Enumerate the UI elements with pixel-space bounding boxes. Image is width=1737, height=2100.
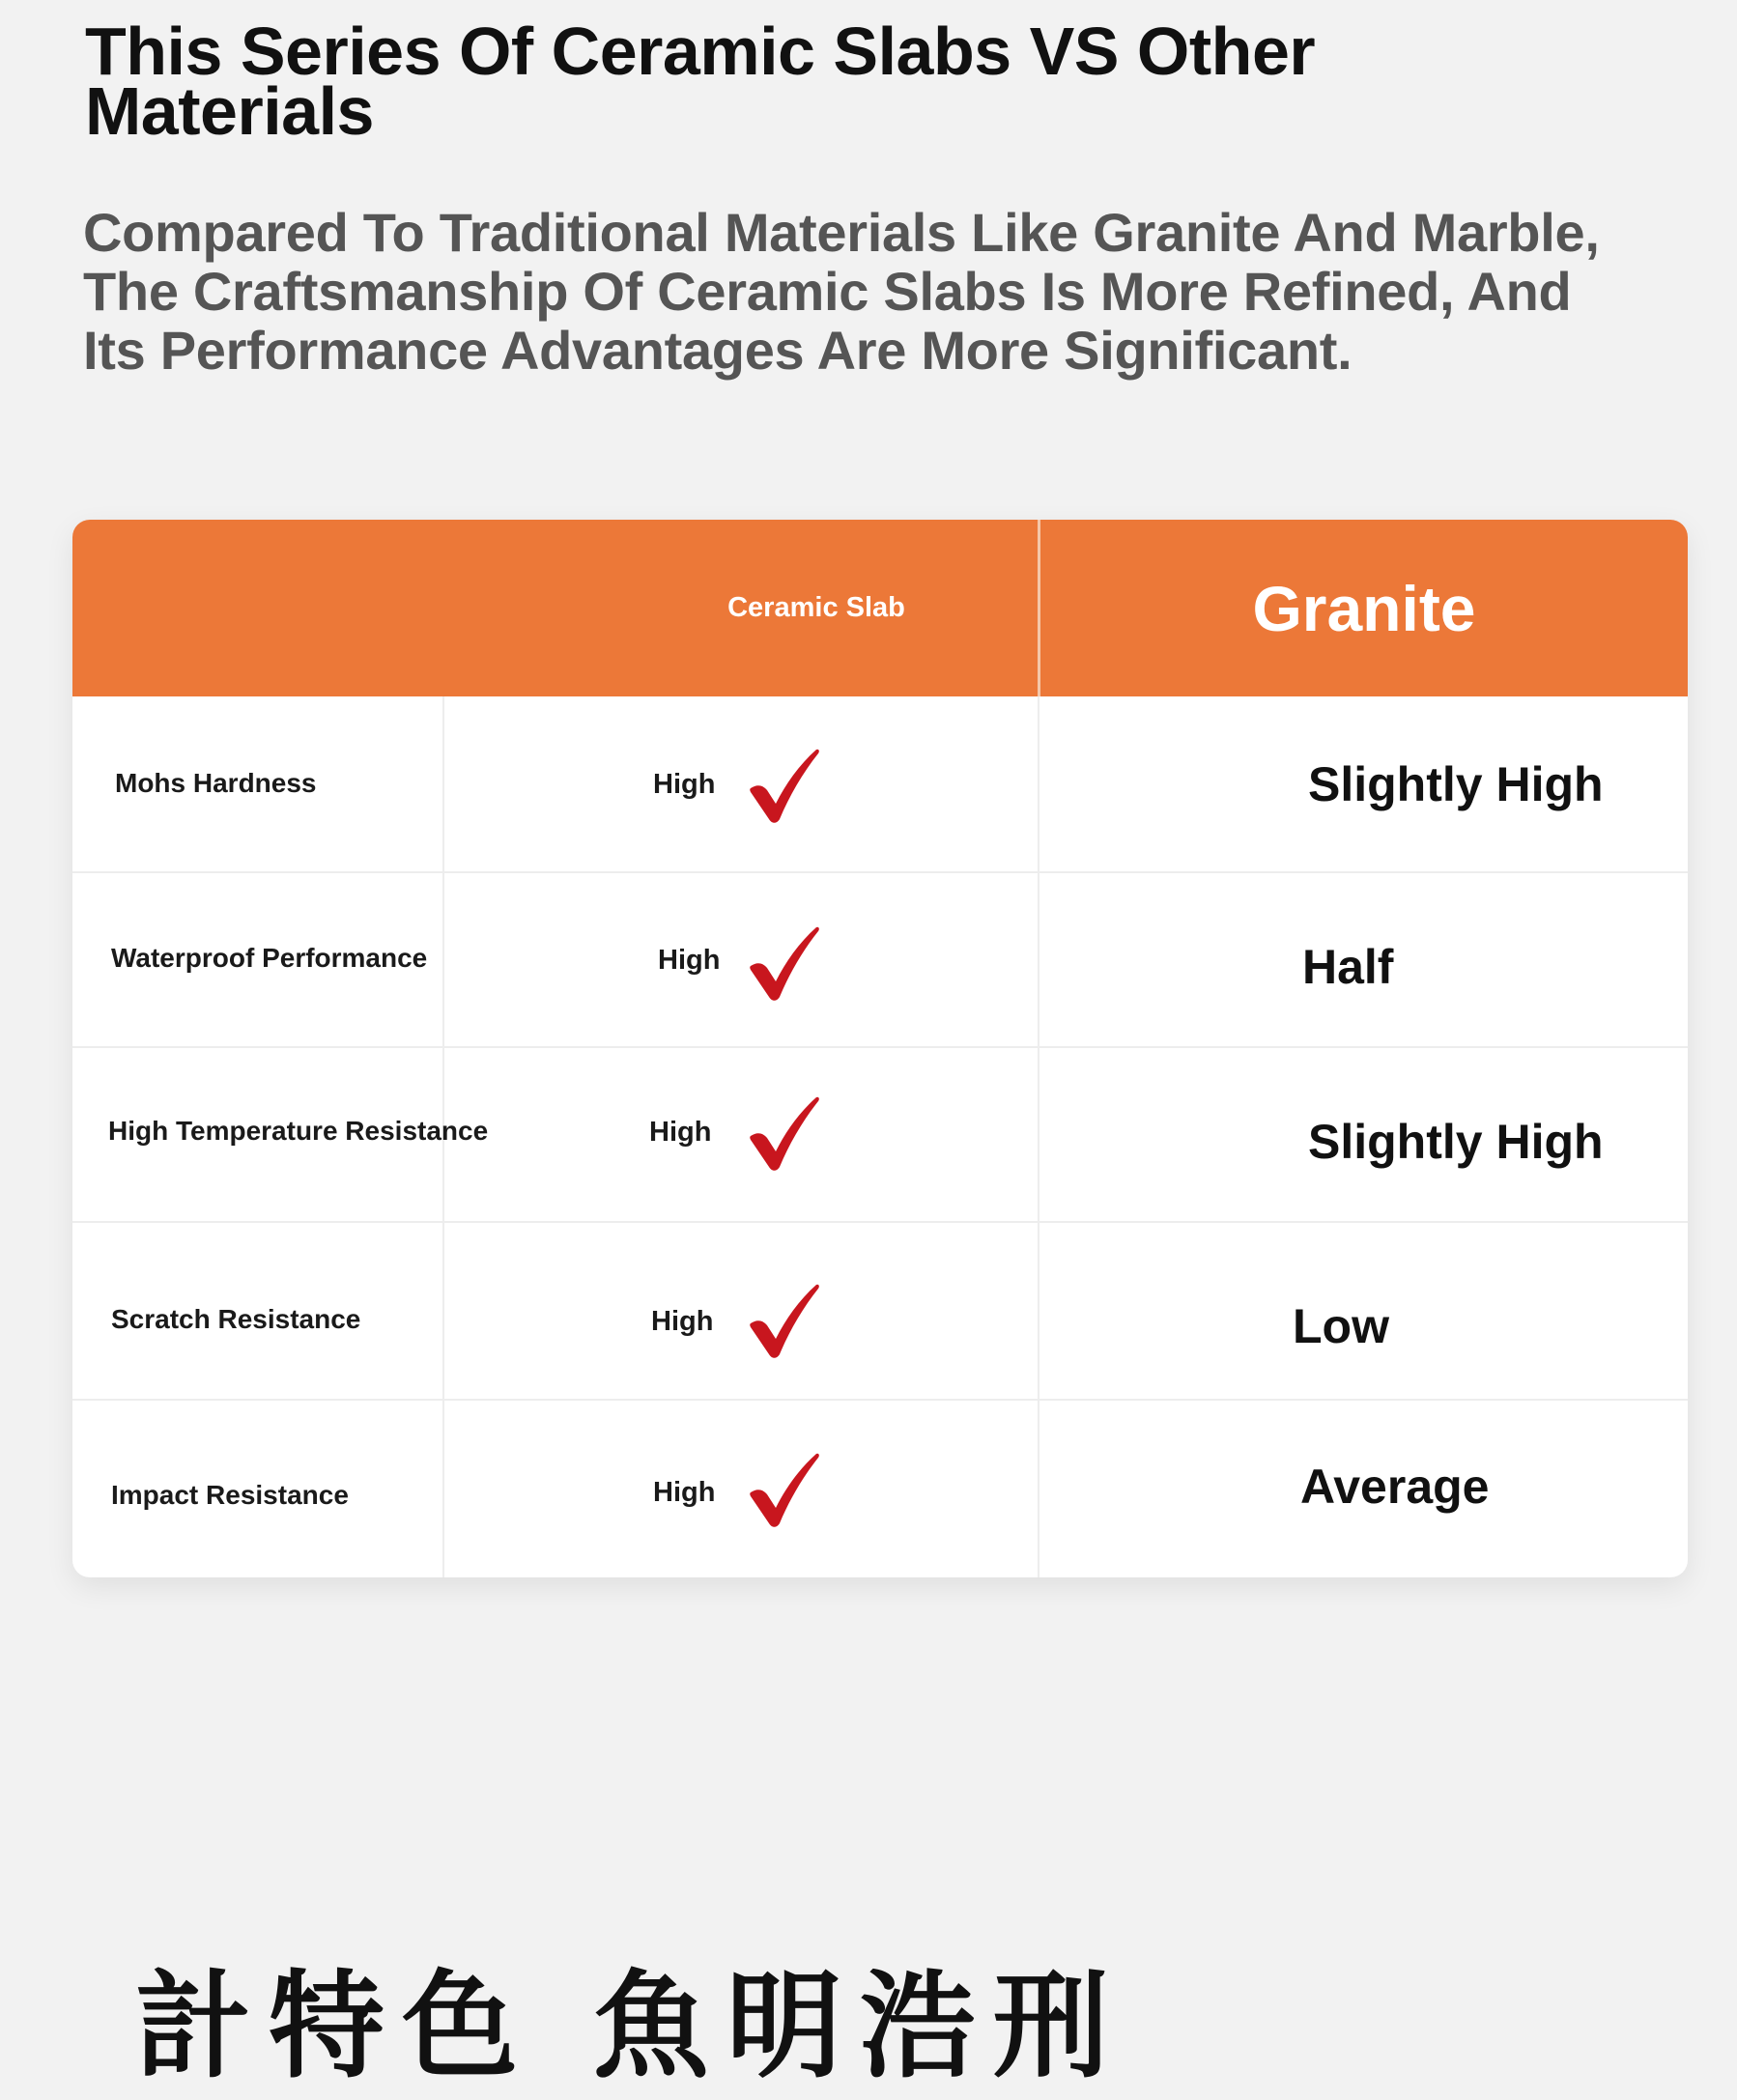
granite-value: Slightly High <box>1308 757 1604 811</box>
table-row <box>72 1221 1688 1401</box>
ceramic-value: High <box>651 1306 714 1337</box>
row-label: High Temperature Resistance <box>108 1116 489 1146</box>
table-row <box>72 696 1688 873</box>
check-icon <box>747 1095 820 1171</box>
granite-value: Low <box>1293 1299 1389 1353</box>
check-icon <box>747 1283 820 1358</box>
granite-value: Slightly High <box>1308 1115 1604 1169</box>
table-row <box>72 1399 1688 1577</box>
ceramic-value: High <box>649 1117 712 1148</box>
row-label: Waterproof Performance <box>111 943 428 973</box>
ceramic-value: High <box>653 769 716 800</box>
page-title: This Series Of Ceramic Slabs VS Other Materials <box>85 14 1316 149</box>
row-label: Scratch Resistance <box>111 1304 361 1334</box>
table-row <box>72 1046 1688 1223</box>
table-header <box>72 520 1688 696</box>
comparison-table <box>72 520 1688 1577</box>
ceramic-value: High <box>658 945 721 976</box>
check-icon <box>747 925 820 1001</box>
check-icon <box>747 1452 820 1527</box>
next-section-heading: 計特色 魚明浩刑 <box>135 1960 1126 2094</box>
row-label: Impact Resistance <box>111 1480 349 1510</box>
page-subtitle: Compared To Traditional Materials Like Granite And Marble, The Craftsmanship Of Ceramic Slabs Is More Refined, And Its Performance Advantages Are More Significant. <box>83 202 1600 381</box>
row-label: Mohs Hardness <box>115 768 317 798</box>
header-granite: Granite <box>1252 572 1476 644</box>
table-row <box>72 871 1688 1048</box>
check-icon <box>747 748 820 823</box>
ceramic-value: High <box>653 1477 716 1508</box>
granite-value: Half <box>1302 940 1394 994</box>
header-ceramic-slab: Ceramic Slab <box>727 592 905 623</box>
granite-value: Average <box>1300 1460 1490 1514</box>
